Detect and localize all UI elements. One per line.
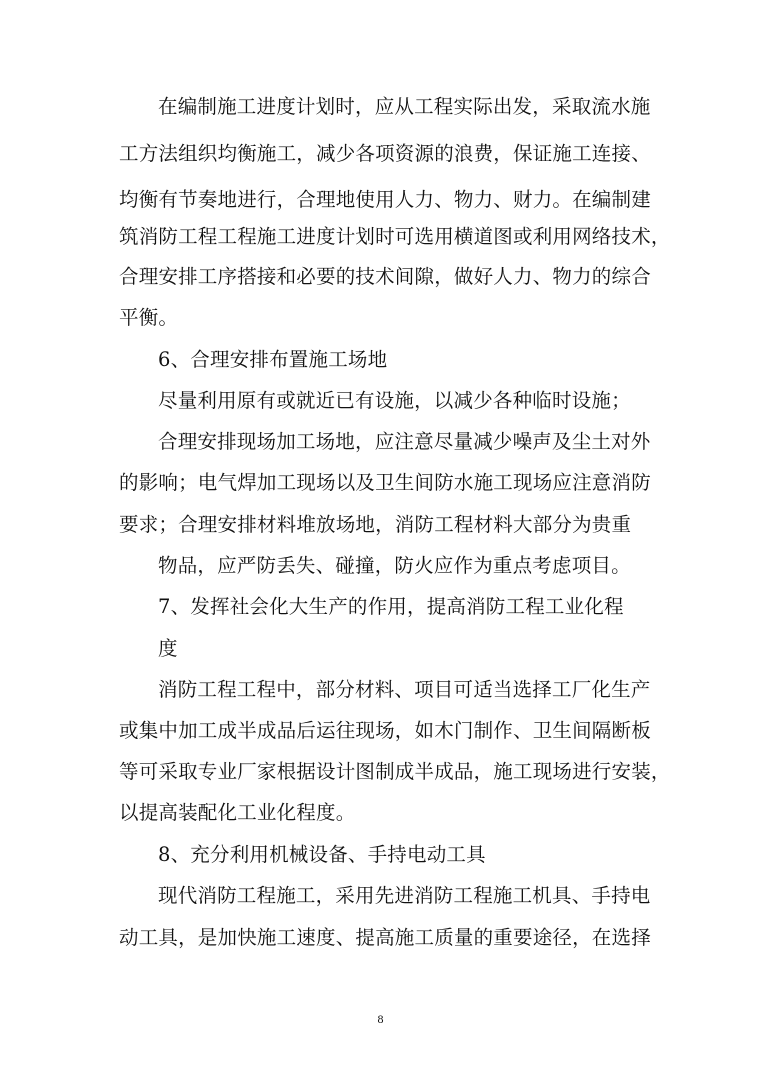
text-line: 物品，应严防丢失、碰撞，防火应作为重点考虑项目。 bbox=[158, 554, 631, 577]
text-line: 均衡有节奏地进行，合理地使用人力、物力、财力。在编制建 bbox=[119, 188, 651, 211]
text-line: 筑消防工程工程施工进度计划时可选用横道图或利用网络技术， bbox=[119, 225, 671, 248]
text-line: 在编制施工进度计划时，应从工程实际出发，采取流水施 bbox=[158, 95, 651, 118]
text-line: 动工具，是加快施工速度、提高施工质量的重要途径，在选择 bbox=[119, 926, 651, 949]
text-line: 以提高装配化工业化程度。 bbox=[119, 801, 356, 824]
text-line: 合理安排工序搭接和必要的技术间隙，做好人力、物力的综合 bbox=[119, 265, 651, 288]
section-heading: 6、合理安排布置施工场地 bbox=[158, 348, 388, 371]
page-number: 8 bbox=[377, 1012, 384, 1026]
text-line: 或集中加工成半成品后运往现场，如木门制作、卫生间隔断板 bbox=[119, 719, 651, 742]
text-line: 现代消防工程施工，采用先进消防工程施工机具、手持电 bbox=[158, 884, 651, 907]
section-heading: 8、充分利用机械设备、手持电动工具 bbox=[158, 843, 486, 866]
text-line: 消防工程工程中，部分材料、项目可适当选择工厂化生产 bbox=[158, 678, 651, 701]
text-line: 要求；合理安排材料堆放场地，消防工程材料大部分为贵重 bbox=[119, 513, 632, 536]
text-line: 工方法组织均衡施工，减少各项资源的浪费，保证施工连接、 bbox=[119, 142, 651, 165]
text-line: 尽量利用原有或就近已有设施，以减少各种临时设施； bbox=[158, 389, 631, 412]
section-heading: 度 bbox=[158, 637, 178, 660]
text-line: 等可采取专业厂家根据设计图制成半成品，施工现场进行安装， bbox=[119, 760, 671, 783]
text-line: 平衡。 bbox=[119, 306, 179, 329]
section-heading: 7、发挥社会化大生产的作用，提高消防工程工业化程 bbox=[158, 595, 624, 618]
text-line: 的影响；电气焊加工现场以及卫生间防水施工现场应注意消防 bbox=[119, 471, 651, 494]
text-line: 合理安排现场加工场地，应注意尽量减少噪声及尘土对外 bbox=[158, 430, 651, 453]
